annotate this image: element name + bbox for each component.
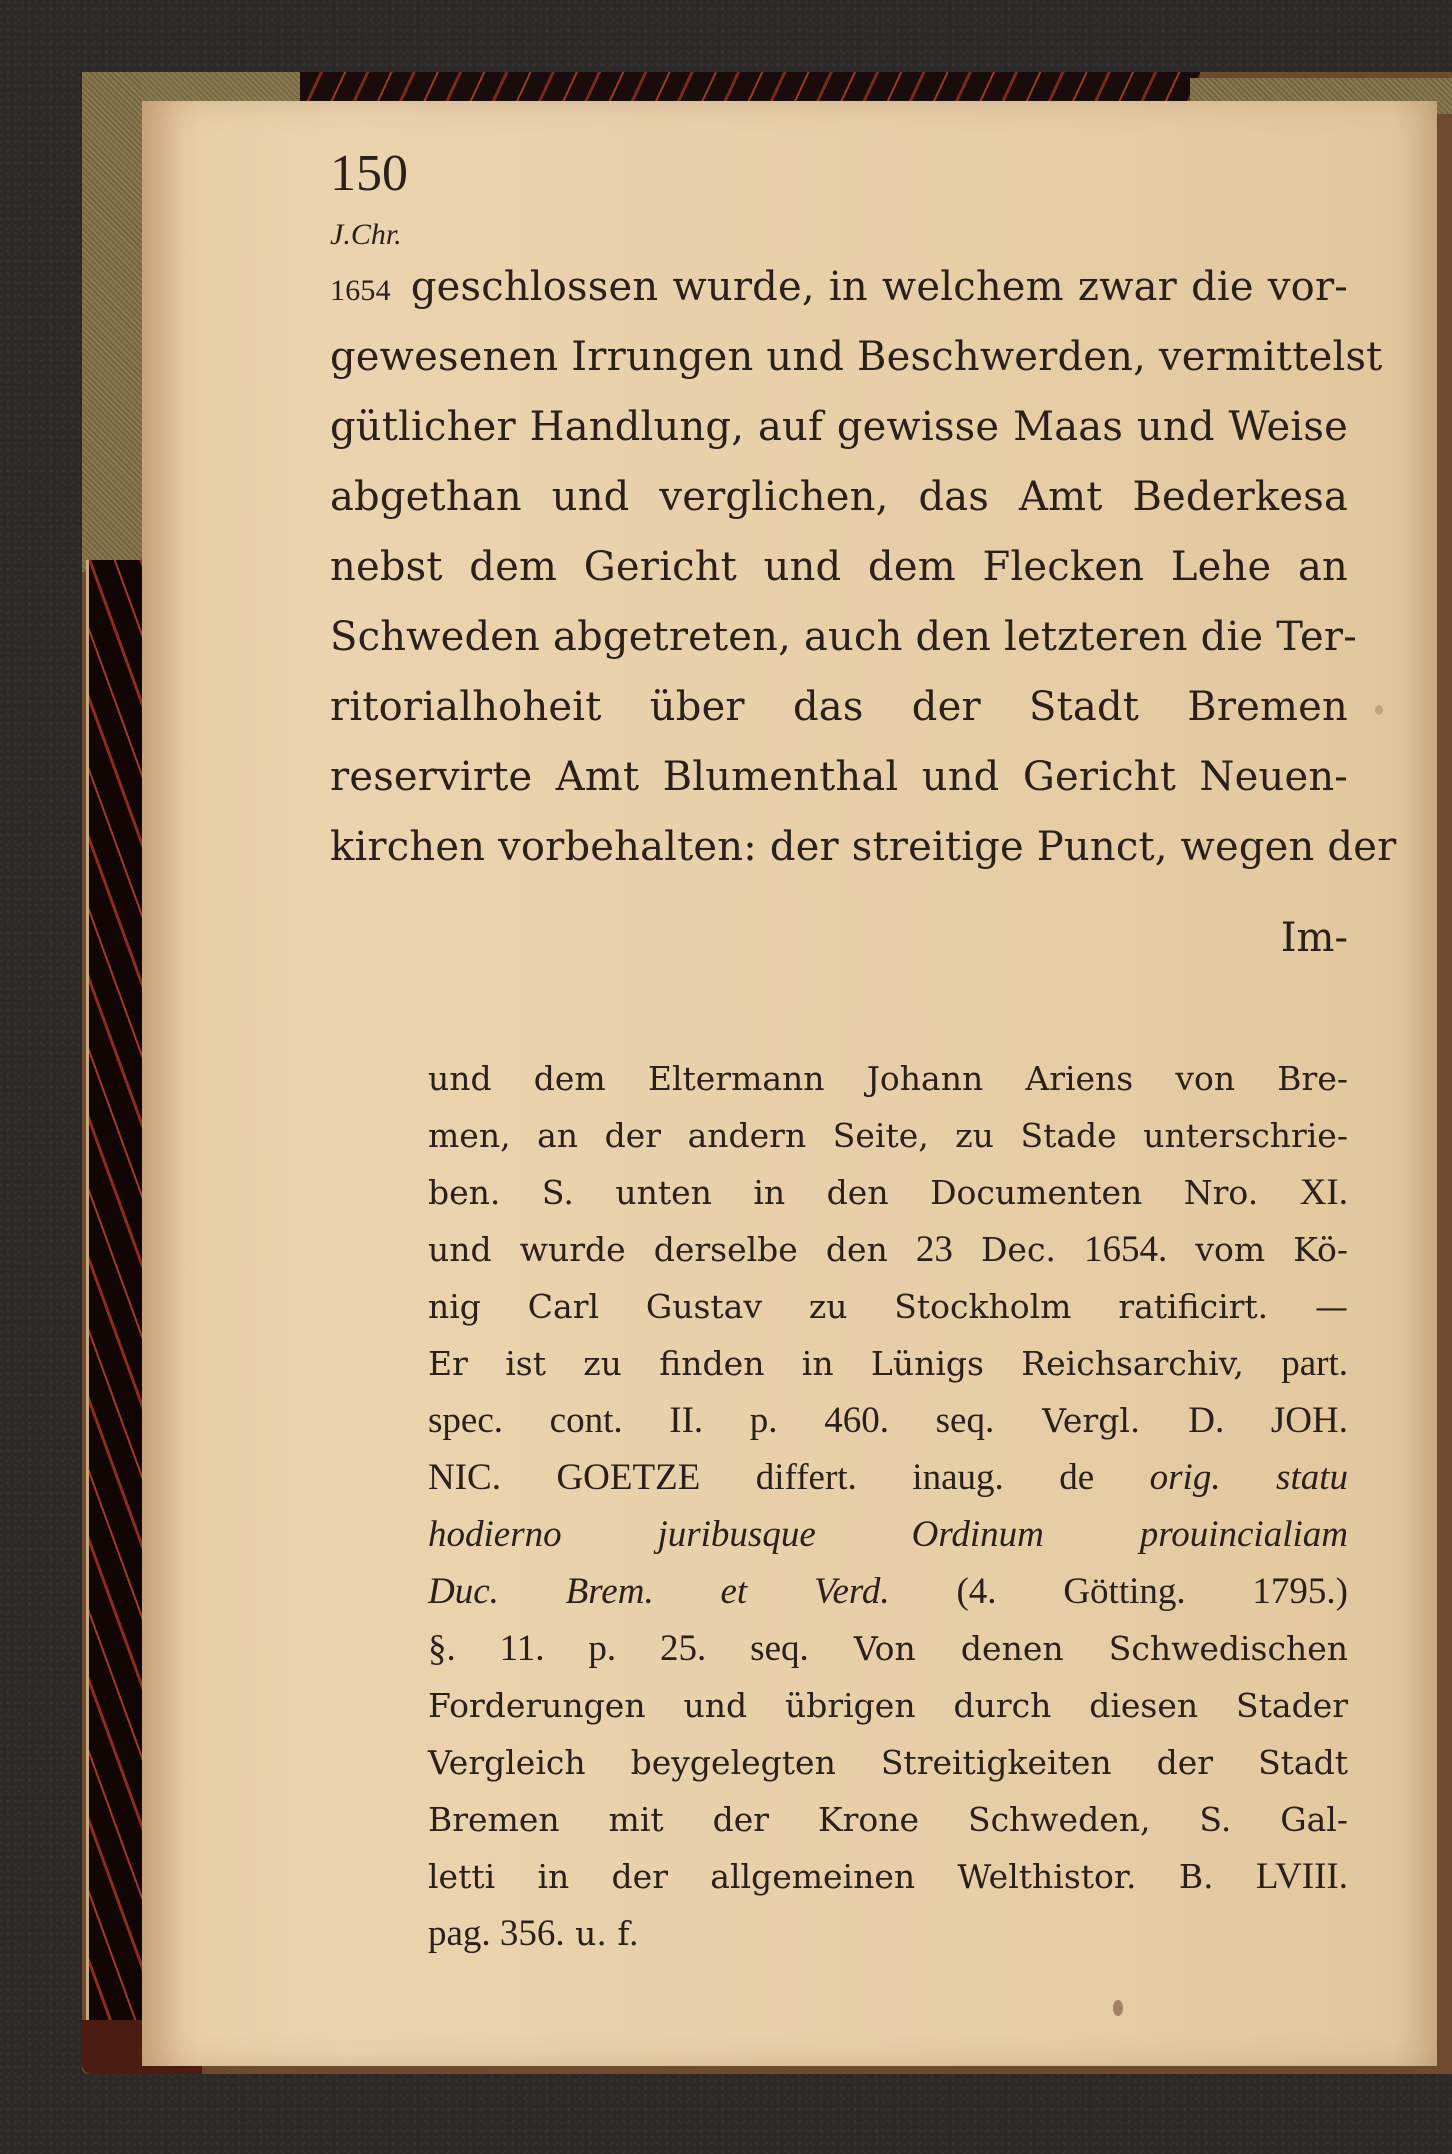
footnote-text-run: (4. Götting. 1795.): [889, 1571, 1349, 1612]
footnote-text-run: men, an der andern Seite, zu Stade unterschrie-: [428, 1116, 1348, 1155]
footnote-text-run: Forderungen und übrigen durch diesen Stader: [428, 1686, 1348, 1725]
footnote-text-run: LVIII.: [1255, 1856, 1348, 1897]
footnote-text-run: Von denen Schwedischen: [808, 1629, 1348, 1668]
footnote-text-run: part.: [1281, 1343, 1348, 1384]
main-text-line: ritorialhoheit über das der Stadt Bremen: [330, 684, 1348, 730]
footnote-text-run: und dem Eltermann Johann Ariens von Bre-: [428, 1059, 1348, 1098]
footnote-line: [428, 1278, 1348, 1335]
footnote-text-run: §. 11. p. 25. seq.: [428, 1628, 809, 1669]
footnote-line: [428, 1221, 1348, 1278]
page-gutter-shadow: [142, 101, 182, 2066]
footnote-line: [428, 1449, 1348, 1506]
footnote-text-run: Vergleich beygelegten Streitigkeiten der Stadt: [428, 1743, 1348, 1782]
footnote-text-run: u. f.: [564, 1914, 639, 1953]
footnote-text-run: letti in der allgemeinen Welthistor. B.: [428, 1857, 1256, 1896]
footnote-line: [428, 1107, 1348, 1164]
footnote-text-run: hodierno juribusque Ordinum prouincialiam: [428, 1514, 1348, 1555]
footnote-text-run: Dec.: [952, 1230, 1084, 1269]
main-text-line: gütlicher Handlung, auf gewisse Maas und Weise: [330, 404, 1348, 450]
cover-marbled-edge-left: [86, 560, 145, 2030]
cover-cloth-spine-left: [82, 72, 142, 572]
catchword: Im-: [1280, 915, 1348, 961]
footnote-line: [428, 1620, 1348, 1677]
footnote-line: [428, 1050, 1348, 1107]
footnote-line: [428, 1791, 1348, 1848]
footnote-line: [428, 1164, 1348, 1221]
footnote-text-run: Vergl.: [994, 1401, 1189, 1440]
footnote-text-run: D. JOH.: [1188, 1400, 1348, 1441]
paper-stain: [1113, 2000, 1123, 2016]
main-text-block: [330, 252, 1397, 882]
page-number: 150: [330, 145, 408, 202]
footnote-line: [428, 1848, 1348, 1905]
main-text-line: abgethan und verglichen, das Amt Bederkesa: [330, 474, 1348, 520]
footnote-line: [428, 1392, 1348, 1449]
footnote-text-run: spec. cont. II. p. 460. seq.: [428, 1400, 995, 1441]
footnote-line: [428, 1734, 1348, 1791]
footnote-text-run: Er ist zu finden in Lünigs Reichsarchiv,: [428, 1344, 1282, 1383]
footnote-block: [428, 1050, 1348, 1962]
footnote-text-run: nig Carl Gustav zu Stockholm ratificirt. —: [428, 1287, 1348, 1326]
footnote-text-run: orig. statu: [1149, 1457, 1349, 1498]
main-text-line: gewesenen Irrungen und Beschwerden, vermittelst: [330, 334, 1383, 380]
footnote-line: [428, 1506, 1348, 1563]
footnote-text-run: 23: [915, 1229, 953, 1270]
footnote-text-run: vom Kö-: [1167, 1230, 1348, 1269]
footnote-text-run: und wurde derselbe den: [428, 1230, 916, 1269]
footnote-line: [428, 1905, 1348, 1962]
paper-stain: [1375, 705, 1383, 715]
footnote-line: [428, 1335, 1348, 1392]
main-text-line: Schweden abgetreten, auch den letzteren die Ter-: [330, 614, 1357, 660]
main-text-line: 1654 geschlossen wurde, in welchem zwar die vor-: [330, 264, 1348, 310]
footnote-text-run: XI.: [1299, 1172, 1348, 1213]
footnote-text-run: NIC. GOETZE differt. inaug. de: [428, 1457, 1150, 1498]
margin-note-label: J.Chr.: [330, 218, 402, 251]
main-text-line: nebst dem Gericht und dem Flecken Lehe an: [330, 544, 1348, 590]
footnote-text-run: Bremen mit der Krone Schweden, S. Gal-: [428, 1800, 1348, 1839]
footnote-text-run: pag. 356.: [428, 1913, 565, 1954]
margin-note-year: 1654: [330, 274, 391, 307]
footnote-text-run: ben. S. unten in den Documenten Nro.: [428, 1173, 1300, 1212]
footnote-text-run: 1654.: [1084, 1229, 1168, 1270]
main-text-line: reservirte Amt Blumenthal und Gericht Neuen-: [330, 754, 1348, 800]
main-text-line: kirchen vorbehalten: der streitige Punct, wegen der: [330, 824, 1397, 870]
footnote-line: [428, 1677, 1348, 1734]
footnote-text-run: Duc. Brem. et Verd.: [428, 1571, 890, 1612]
footnote-line: [428, 1563, 1348, 1620]
